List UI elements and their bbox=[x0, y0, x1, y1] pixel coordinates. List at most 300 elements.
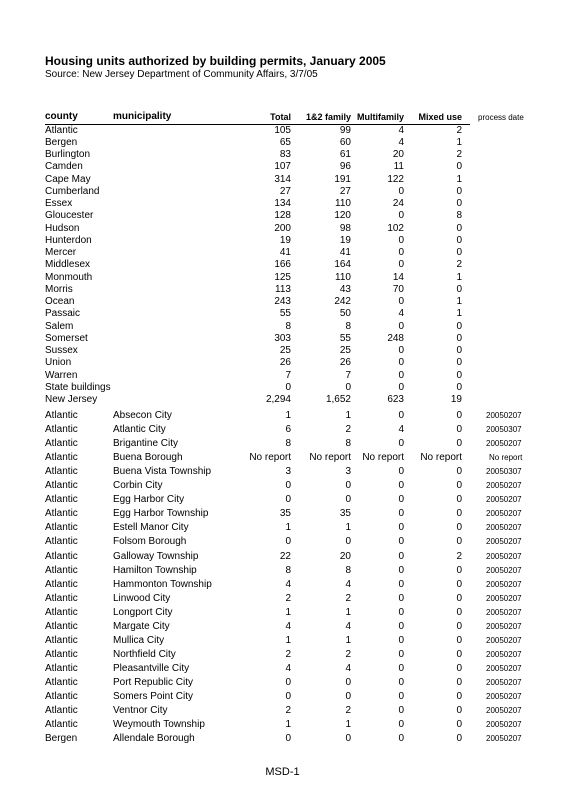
county-name: Atlantic bbox=[45, 480, 78, 492]
multifamily-value: 0 bbox=[398, 606, 404, 618]
county-name: Atlantic bbox=[45, 620, 78, 632]
mixed-use-value: 0 bbox=[456, 536, 462, 548]
multifamily-value: 0 bbox=[398, 381, 404, 393]
total-value: 1 bbox=[285, 522, 291, 534]
mixed-use-value: 0 bbox=[456, 705, 462, 717]
family-value: 60 bbox=[339, 136, 351, 148]
header-total: Total bbox=[270, 112, 291, 122]
county-name: Atlantic bbox=[45, 564, 78, 576]
process-date-value: 20050207 bbox=[486, 593, 522, 603]
municipality-name: Buena Vista Township bbox=[113, 466, 212, 478]
mixed-use-value: 0 bbox=[456, 381, 462, 393]
total-value: 105 bbox=[274, 124, 291, 136]
multifamily-value: 14 bbox=[392, 271, 404, 283]
county-name: Atlantic bbox=[45, 606, 78, 618]
municipality-row bbox=[0, 648, 565, 661]
process-date-value: 20050207 bbox=[486, 706, 522, 716]
mixed-use-value: 0 bbox=[456, 564, 462, 576]
total-value: 314 bbox=[274, 173, 291, 185]
municipality-row bbox=[0, 437, 565, 450]
municipality-row bbox=[0, 423, 565, 436]
county-name: Essex bbox=[45, 198, 73, 209]
municipality-name: Buena Borough bbox=[113, 452, 183, 464]
mixed-use-value: 0 bbox=[456, 234, 462, 246]
municipality-name: Longport City bbox=[113, 606, 173, 618]
multifamily-value: 0 bbox=[398, 410, 404, 421]
county-name: Camden bbox=[45, 161, 83, 173]
municipality-name: Egg Harbor City bbox=[113, 494, 185, 506]
total-value: 107 bbox=[274, 161, 291, 173]
family-value: 0 bbox=[345, 381, 351, 393]
total-value: 0 bbox=[285, 691, 291, 702]
county-name: Salem bbox=[45, 320, 74, 332]
multifamily-value: 4 bbox=[398, 308, 404, 320]
header-county: county bbox=[45, 111, 78, 122]
summary-row bbox=[0, 295, 565, 308]
process-date-value: 20050207 bbox=[486, 635, 522, 645]
mixed-use-value: 0 bbox=[456, 320, 462, 332]
total-value: 4 bbox=[285, 620, 291, 632]
summary-row bbox=[0, 148, 565, 161]
municipality-row bbox=[0, 690, 565, 703]
summary-row bbox=[0, 356, 565, 369]
family-value: 41 bbox=[339, 247, 351, 258]
summary-row bbox=[0, 332, 565, 345]
county-name: Mercer bbox=[45, 247, 77, 258]
municipality-name: Somers Point City bbox=[113, 691, 194, 702]
county-name: New Jersey bbox=[45, 394, 98, 405]
header-mixed-use: Mixed use bbox=[418, 112, 462, 122]
total-value: 166 bbox=[274, 259, 291, 271]
multifamily-value: 0 bbox=[398, 357, 404, 369]
municipality-row bbox=[0, 535, 565, 548]
total-value: 22 bbox=[279, 550, 291, 562]
mixed-use-value: 0 bbox=[456, 357, 462, 369]
mixed-use-value: 0 bbox=[456, 198, 462, 209]
municipality-row bbox=[0, 493, 565, 506]
summary-row bbox=[0, 234, 565, 247]
process-date-value: 20050207 bbox=[486, 607, 522, 617]
county-name: Warren bbox=[45, 369, 78, 381]
multifamily-value: 0 bbox=[398, 259, 404, 271]
family-value: 2 bbox=[345, 592, 351, 604]
mixed-use-value: 0 bbox=[456, 424, 462, 436]
multifamily-value: 0 bbox=[398, 234, 404, 246]
municipality-row bbox=[0, 564, 565, 577]
county-name: Bergen bbox=[45, 733, 78, 745]
multifamily-value: 0 bbox=[398, 494, 404, 506]
family-value: 26 bbox=[339, 357, 351, 369]
multifamily-value: 0 bbox=[398, 676, 404, 688]
municipality-row bbox=[0, 620, 565, 633]
municipality-name: Corbin City bbox=[113, 480, 163, 492]
mixed-use-value: 0 bbox=[456, 620, 462, 632]
process-date-value: 20050207 bbox=[486, 621, 522, 631]
total-value: 1 bbox=[285, 606, 291, 618]
municipality-name: Hamilton Township bbox=[113, 564, 197, 576]
multifamily-value: 20 bbox=[392, 149, 404, 160]
summary-row bbox=[0, 160, 565, 173]
summary-row bbox=[0, 320, 565, 333]
multifamily-value: 0 bbox=[398, 438, 404, 450]
family-value: 2 bbox=[345, 424, 351, 436]
multifamily-value: 24 bbox=[392, 198, 404, 209]
county-name: State buildings bbox=[45, 381, 111, 393]
header-municipality: municipality bbox=[113, 111, 172, 122]
county-name: Atlantic bbox=[45, 410, 78, 421]
process-date-value: 20050307 bbox=[486, 425, 522, 435]
summary-row bbox=[0, 246, 565, 259]
process-date-value: 20050207 bbox=[486, 481, 522, 491]
county-name: Atlantic bbox=[45, 662, 78, 674]
mixed-use-value: 0 bbox=[456, 345, 462, 356]
municipality-row bbox=[0, 732, 565, 745]
municipality-name: Weymouth Township bbox=[113, 719, 205, 731]
family-value: 4 bbox=[345, 620, 351, 632]
multifamily-value: 0 bbox=[398, 578, 404, 590]
total-value: 27 bbox=[279, 185, 291, 197]
county-name: Atlantic bbox=[45, 719, 78, 731]
process-date-value: 20050207 bbox=[486, 439, 522, 449]
total-value: 7 bbox=[285, 369, 291, 381]
mixed-use-value: 0 bbox=[456, 578, 462, 590]
mixed-use-value: 0 bbox=[456, 592, 462, 604]
municipality-name: Brigantine City bbox=[113, 438, 179, 450]
multifamily-value: 0 bbox=[398, 466, 404, 478]
process-date-value: 20050207 bbox=[486, 495, 522, 505]
total-value: 1 bbox=[285, 634, 291, 646]
process-date-value: 20050207 bbox=[486, 551, 522, 561]
process-date-value: 20050207 bbox=[486, 579, 522, 589]
total-value: 113 bbox=[275, 283, 291, 295]
summary-row bbox=[0, 173, 565, 186]
summary-row bbox=[0, 344, 565, 357]
total-value: 2 bbox=[285, 592, 291, 604]
mixed-use-value: 8 bbox=[456, 210, 462, 222]
multifamily-value: 4 bbox=[398, 136, 404, 148]
summary-row bbox=[0, 124, 565, 137]
summary-row bbox=[0, 369, 565, 382]
county-name: Atlantic bbox=[45, 550, 78, 562]
total-value: 4 bbox=[285, 578, 291, 590]
family-value: 4 bbox=[345, 662, 351, 674]
multifamily-value: 623 bbox=[387, 394, 404, 405]
municipality-name: Hammonton Township bbox=[113, 578, 212, 590]
multifamily-value: 0 bbox=[398, 296, 404, 307]
mixed-use-value: 0 bbox=[456, 438, 462, 450]
mixed-use-value: 0 bbox=[456, 332, 462, 344]
county-name: Hudson bbox=[45, 222, 80, 234]
municipality-name: Margate City bbox=[113, 620, 170, 632]
family-value: 7 bbox=[345, 369, 351, 381]
mixed-use-value: 0 bbox=[456, 185, 462, 197]
mixed-use-value: No report bbox=[420, 452, 462, 464]
county-name: Cumberland bbox=[45, 185, 100, 197]
process-date-value: 20050207 bbox=[486, 537, 522, 547]
county-name: Sussex bbox=[45, 345, 78, 356]
mixed-use-value: 0 bbox=[456, 691, 462, 702]
municipality-name: Allendale Borough bbox=[113, 733, 195, 745]
multifamily-value: 0 bbox=[398, 592, 404, 604]
family-value: 43 bbox=[339, 283, 351, 295]
municipality-row bbox=[0, 634, 565, 647]
total-value: 6 bbox=[285, 424, 291, 436]
municipality-name: Port Republic City bbox=[113, 676, 194, 688]
report-title: Housing units authorized by building permits, January 2005 bbox=[45, 54, 386, 68]
mixed-use-value: 1 bbox=[456, 308, 462, 320]
municipality-name: Folsom Borough bbox=[113, 536, 187, 548]
mixed-use-value: 0 bbox=[456, 494, 462, 506]
multifamily-value: 0 bbox=[398, 564, 404, 576]
total-value: 200 bbox=[274, 222, 291, 234]
municipality-row bbox=[0, 451, 565, 464]
multifamily-value: 0 bbox=[398, 345, 404, 356]
process-date-value: 20050207 bbox=[486, 692, 522, 701]
family-value: 0 bbox=[345, 733, 351, 745]
header-multifamily: Multifamily bbox=[356, 112, 404, 122]
municipality-row bbox=[0, 465, 565, 478]
total-value: 0 bbox=[285, 676, 291, 688]
family-value: 0 bbox=[345, 691, 351, 702]
mixed-use-value: 0 bbox=[456, 161, 462, 173]
family-value: 110 bbox=[335, 271, 351, 283]
mixed-use-value: 0 bbox=[456, 648, 462, 660]
page-footer: MSD-1 bbox=[265, 766, 300, 778]
total-value: 83 bbox=[279, 149, 291, 160]
family-value: 0 bbox=[345, 676, 351, 688]
mixed-use-value: 0 bbox=[456, 676, 462, 688]
county-name: Gloucester bbox=[45, 210, 94, 222]
family-value: 8 bbox=[345, 564, 351, 576]
total-value: 26 bbox=[279, 357, 291, 369]
multifamily-value: 0 bbox=[398, 705, 404, 717]
county-name: Middlesex bbox=[45, 259, 91, 271]
total-value: 65 bbox=[279, 136, 291, 148]
summary-row bbox=[0, 222, 565, 235]
family-value: 1 bbox=[345, 522, 351, 534]
family-value: 0 bbox=[345, 480, 351, 492]
municipality-row bbox=[0, 521, 565, 534]
mixed-use-value: 0 bbox=[456, 369, 462, 381]
multifamily-value: 70 bbox=[392, 283, 404, 295]
family-value: 191 bbox=[334, 173, 351, 185]
county-name: Hunterdon bbox=[45, 234, 92, 246]
process-date-value: 20050207 bbox=[486, 649, 522, 659]
municipality-name: Pleasantville City bbox=[113, 662, 190, 674]
family-value: 8 bbox=[345, 320, 351, 332]
total-value: 41 bbox=[279, 247, 291, 258]
summary-row bbox=[0, 258, 565, 271]
municipality-name: Estell Manor City bbox=[113, 522, 189, 534]
total-value: 1 bbox=[285, 719, 291, 731]
total-value: 2,294 bbox=[265, 394, 291, 405]
multifamily-value: 0 bbox=[398, 634, 404, 646]
municipality-name: Northfield City bbox=[113, 648, 176, 660]
mixed-use-value: 0 bbox=[456, 466, 462, 478]
county-name: Cape May bbox=[45, 173, 91, 185]
summary-row bbox=[0, 283, 565, 296]
multifamily-value: 0 bbox=[398, 247, 404, 258]
mixed-use-value: 0 bbox=[456, 283, 462, 295]
mixed-use-value: 0 bbox=[456, 719, 462, 731]
mixed-use-value: 1 bbox=[456, 136, 462, 148]
family-value: 99 bbox=[339, 124, 351, 136]
summary-row bbox=[0, 197, 565, 210]
county-name: Atlantic bbox=[45, 466, 78, 478]
summary-row bbox=[0, 271, 565, 284]
total-value: 128 bbox=[274, 210, 291, 222]
multifamily-value: 0 bbox=[398, 210, 404, 222]
mixed-use-value: 0 bbox=[456, 662, 462, 674]
family-value: 1 bbox=[345, 606, 351, 618]
mixed-use-value: 2 bbox=[456, 149, 462, 160]
county-name: Atlantic bbox=[45, 676, 78, 688]
family-value: 50 bbox=[339, 308, 351, 320]
mixed-use-value: 0 bbox=[456, 733, 462, 745]
municipality-row bbox=[0, 507, 565, 520]
county-name: Atlantic bbox=[45, 592, 78, 604]
mixed-use-value: 0 bbox=[456, 480, 462, 492]
total-value: 0 bbox=[285, 536, 291, 548]
municipality-name: Absecon City bbox=[113, 410, 172, 421]
process-date-value: 20050207 bbox=[486, 565, 522, 575]
multifamily-value: 0 bbox=[398, 550, 404, 562]
municipality-name: Ventnor City bbox=[113, 705, 168, 717]
total-value: 1 bbox=[285, 410, 291, 421]
multifamily-value: 0 bbox=[398, 536, 404, 548]
mixed-use-value: 0 bbox=[456, 634, 462, 646]
total-value: 0 bbox=[285, 480, 291, 492]
multifamily-value: 0 bbox=[398, 648, 404, 660]
multifamily-value: 0 bbox=[398, 522, 404, 534]
mixed-use-value: 19 bbox=[450, 394, 462, 405]
county-name: Atlantic bbox=[45, 705, 78, 717]
family-value: 0 bbox=[345, 494, 351, 506]
multifamily-value: 0 bbox=[398, 733, 404, 745]
municipality-row bbox=[0, 606, 565, 619]
county-name: Atlantic bbox=[45, 691, 78, 702]
total-value: 8 bbox=[285, 438, 291, 450]
multifamily-value: 0 bbox=[398, 691, 404, 702]
family-value: 19 bbox=[339, 234, 351, 246]
summary-row bbox=[0, 136, 565, 149]
total-value: 2 bbox=[285, 705, 291, 717]
municipality-row bbox=[0, 704, 565, 717]
multifamily-value: 0 bbox=[398, 320, 404, 332]
total-value: 4 bbox=[285, 662, 291, 674]
family-value: 25 bbox=[339, 345, 351, 356]
family-value: 3 bbox=[345, 466, 351, 478]
mixed-use-value: 0 bbox=[456, 222, 462, 234]
process-date-value: 20050207 bbox=[486, 523, 522, 533]
municipality-row bbox=[0, 578, 565, 591]
multifamily-value: 102 bbox=[387, 222, 404, 234]
county-name: Atlantic bbox=[45, 494, 78, 506]
report-source: Source: New Jersey Department of Community Affairs, 3/7/05 bbox=[45, 69, 318, 80]
total-value: 19 bbox=[279, 234, 291, 246]
total-value: 35 bbox=[279, 508, 291, 520]
county-name: Atlantic bbox=[45, 578, 78, 590]
county-name: Bergen bbox=[45, 136, 78, 148]
mixed-use-value: 2 bbox=[456, 124, 462, 136]
total-value: 2 bbox=[285, 648, 291, 660]
county-name: Union bbox=[45, 357, 72, 369]
family-value: 1 bbox=[345, 719, 351, 731]
county-name: Atlantic bbox=[45, 124, 78, 136]
family-value: 96 bbox=[339, 161, 351, 173]
multifamily-value: 0 bbox=[398, 662, 404, 674]
family-value: 61 bbox=[339, 149, 351, 160]
family-value: 120 bbox=[334, 210, 351, 222]
total-value: 25 bbox=[279, 345, 291, 356]
mixed-use-value: 0 bbox=[456, 410, 462, 421]
multifamily-value: 0 bbox=[398, 480, 404, 492]
county-name: Monmouth bbox=[45, 271, 93, 283]
municipality-row bbox=[0, 592, 565, 605]
process-date-value: 20050207 bbox=[486, 509, 522, 519]
municipality-name: Egg Harbor Township bbox=[113, 508, 209, 520]
family-value: 242 bbox=[334, 296, 351, 307]
total-value: 303 bbox=[274, 332, 291, 344]
family-value: 0 bbox=[345, 536, 351, 548]
county-name: Atlantic bbox=[45, 634, 78, 646]
multifamily-value: 4 bbox=[398, 124, 404, 136]
family-value: 1 bbox=[345, 410, 351, 421]
family-value: 35 bbox=[339, 508, 351, 520]
summary-row bbox=[0, 307, 565, 320]
process-date-value: 20050207 bbox=[486, 677, 522, 687]
municipality-row bbox=[0, 550, 565, 563]
family-value: 4 bbox=[345, 578, 351, 590]
multifamily-value: 0 bbox=[398, 508, 404, 520]
municipality-row bbox=[0, 409, 565, 422]
county-name: Morris bbox=[45, 283, 73, 295]
municipality-row bbox=[0, 479, 565, 492]
mixed-use-value: 1 bbox=[456, 173, 462, 185]
total-value: 8 bbox=[285, 564, 291, 576]
family-value: 110 bbox=[335, 198, 351, 209]
family-value: 2 bbox=[345, 648, 351, 660]
county-name: Burlington bbox=[45, 149, 91, 160]
mixed-use-value: 1 bbox=[456, 271, 462, 283]
family-value: 55 bbox=[339, 332, 351, 344]
county-name: Atlantic bbox=[45, 522, 78, 534]
total-value: 0 bbox=[285, 733, 291, 745]
family-value: No report bbox=[309, 452, 351, 464]
multifamily-value: 0 bbox=[398, 620, 404, 632]
multifamily-value: 248 bbox=[387, 332, 404, 344]
total-value: 55 bbox=[279, 308, 291, 320]
total-value: 243 bbox=[274, 296, 291, 307]
mixed-use-value: 0 bbox=[456, 522, 462, 534]
family-value: 1 bbox=[345, 634, 351, 646]
county-name: Somerset bbox=[45, 332, 88, 344]
county-name: Atlantic bbox=[45, 438, 78, 450]
municipality-name: Linwood City bbox=[113, 592, 171, 604]
multifamily-value: 11 bbox=[393, 161, 404, 173]
mixed-use-value: 1 bbox=[456, 296, 462, 307]
family-value: 98 bbox=[339, 222, 351, 234]
mixed-use-value: 0 bbox=[456, 508, 462, 520]
county-name: Atlantic bbox=[45, 508, 78, 520]
total-value: 134 bbox=[274, 198, 291, 209]
summary-row bbox=[0, 381, 565, 394]
family-value: 27 bbox=[339, 185, 351, 197]
summary-row bbox=[0, 393, 565, 406]
total-value: 3 bbox=[285, 466, 291, 478]
county-name: Atlantic bbox=[45, 536, 78, 548]
total-value: 0 bbox=[285, 494, 291, 506]
